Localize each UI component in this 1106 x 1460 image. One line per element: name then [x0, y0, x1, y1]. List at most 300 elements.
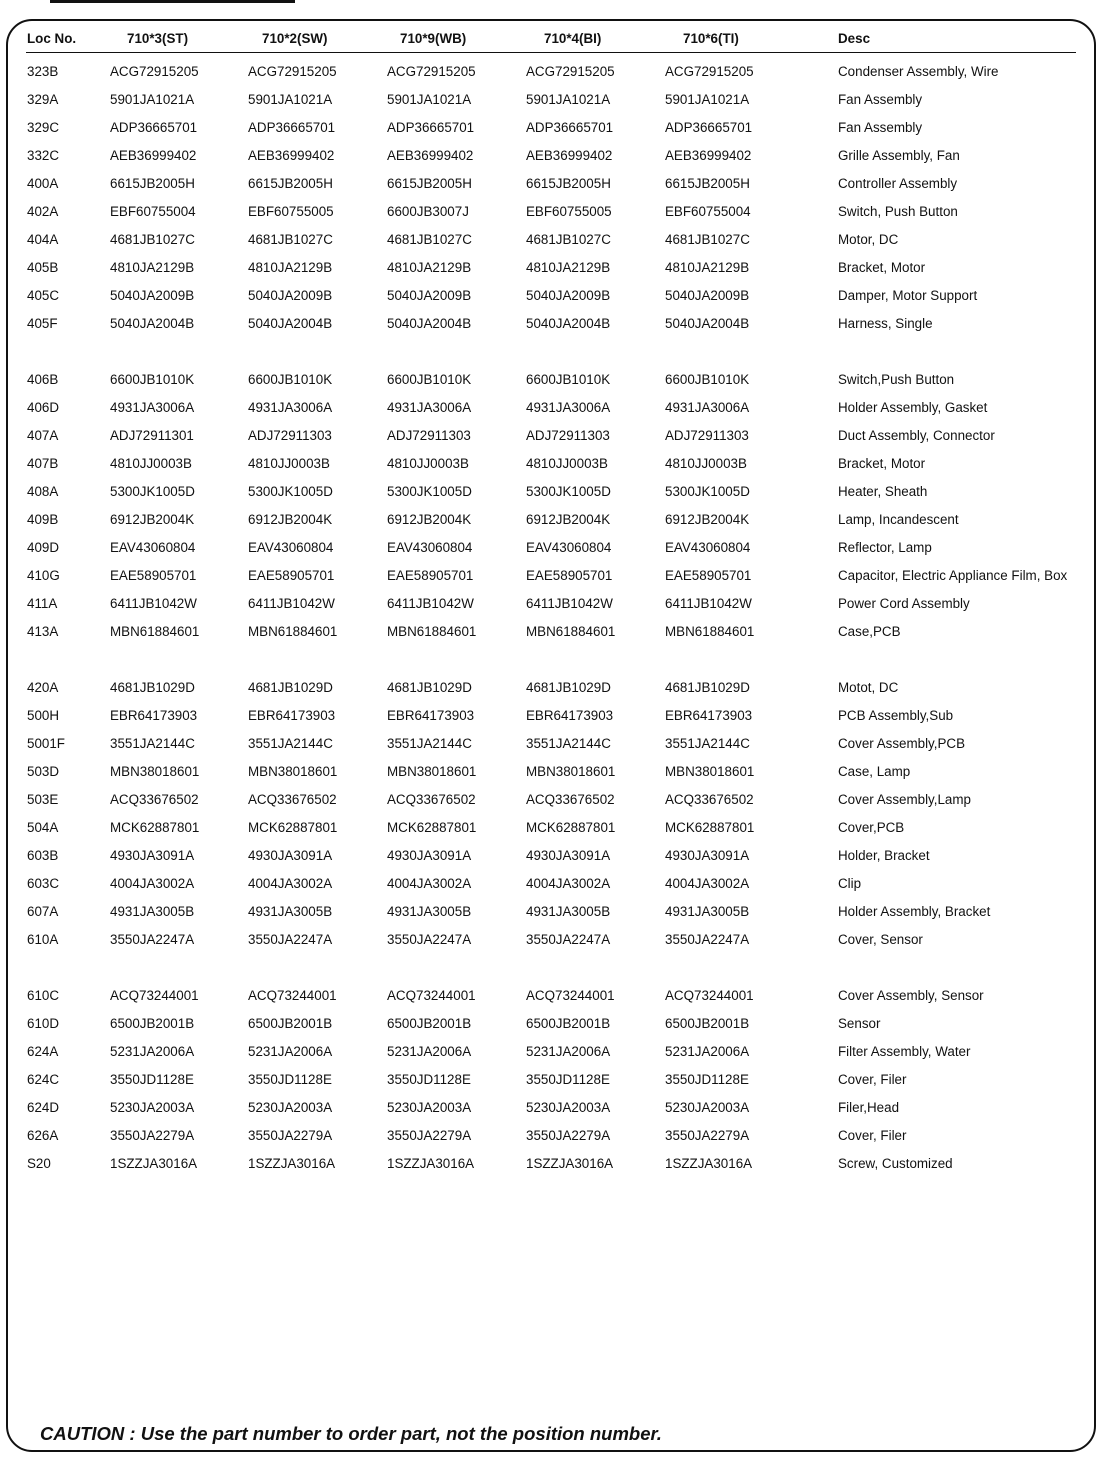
cell-model-wb: 5300JK1005D	[387, 484, 472, 499]
table-row	[0, 623, 1106, 643]
cell-model-wb: 1SZZJA3016A	[387, 1156, 475, 1171]
table-row	[0, 287, 1106, 307]
table-row	[0, 399, 1106, 419]
table-row	[0, 735, 1106, 755]
cell-loc-no: 323B	[27, 64, 59, 79]
cell-model-wb: 5231JA2006A	[387, 1044, 472, 1059]
cell-model-ti: 3550JA2279A	[665, 1128, 750, 1143]
cell-desc: Motot, DC	[838, 680, 899, 695]
cell-model-st: 4810JA2129B	[110, 260, 195, 275]
cell-loc-no: 624C	[27, 1072, 60, 1087]
cell-loc-no: 407B	[27, 456, 59, 471]
cell-model-st: 4930JA3091A	[110, 848, 195, 863]
header-desc: Desc	[838, 31, 871, 46]
cell-loc-no: 409B	[27, 512, 59, 527]
cell-model-ti: 3550JD1128E	[665, 1072, 749, 1087]
cell-desc: Screw, Customized	[838, 1156, 953, 1171]
cell-loc-no: 503E	[27, 792, 59, 807]
cell-loc-no: 504A	[27, 820, 59, 835]
cell-model-wb: 4681JB1029D	[387, 680, 472, 695]
cell-loc-no: 624A	[27, 1044, 59, 1059]
cell-desc: Damper, Motor Support	[838, 288, 978, 303]
cell-loc-no: 405C	[27, 288, 60, 303]
header-model-ti: 710*6(TI)	[683, 31, 739, 46]
cell-model-wb: 5040JA2004B	[387, 316, 472, 331]
cell-model-bi: ADP36665701	[526, 120, 614, 135]
cell-model-wb: ACQ33676502	[387, 792, 476, 807]
cell-loc-no: 406B	[27, 372, 59, 387]
cell-model-ti: 6912JB2004K	[665, 512, 750, 527]
cell-loc-no: 420A	[27, 680, 59, 695]
cell-model-bi: 5231JA2006A	[526, 1044, 611, 1059]
cell-desc: Bracket, Motor	[838, 260, 926, 275]
cell-model-sw: 4681JB1027C	[248, 232, 333, 247]
cell-model-ti: MBN38018601	[665, 764, 755, 779]
cell-model-ti: AEB36999402	[665, 148, 752, 163]
cell-model-bi: 5901JA1021A	[526, 92, 611, 107]
cell-model-wb: EAE58905701	[387, 568, 474, 583]
header-model-sw: 710*2(SW)	[262, 31, 328, 46]
cell-model-st: MCK62887801	[110, 820, 200, 835]
table-row	[0, 203, 1106, 223]
cell-model-wb: EBR64173903	[387, 708, 475, 723]
cell-model-ti: 4810JJ0003B	[665, 456, 747, 471]
cell-model-bi: 3551JA2144C	[526, 736, 611, 751]
cell-model-bi: 6615JB2005H	[526, 176, 611, 191]
cell-model-bi: 3550JA2247A	[526, 932, 611, 947]
cell-model-bi: 3550JD1128E	[526, 1072, 610, 1087]
table-row	[0, 63, 1106, 83]
cell-model-sw: 4810JJ0003B	[248, 456, 330, 471]
cell-loc-no: 610D	[27, 1016, 60, 1031]
cell-model-st: EAE58905701	[110, 568, 197, 583]
cell-desc: Controller Assembly	[838, 176, 958, 191]
cell-desc: Grille Assembly, Fan	[838, 148, 960, 163]
cell-model-bi: 6600JB1010K	[526, 372, 611, 387]
cell-model-sw: 4930JA3091A	[248, 848, 333, 863]
cell-model-wb: 6600JB1010K	[387, 372, 472, 387]
cell-model-sw: MCK62887801	[248, 820, 338, 835]
cell-model-ti: 6600JB1010K	[665, 372, 750, 387]
cell-desc: Cover Assembly,Lamp	[838, 792, 971, 807]
cell-loc-no: 503D	[27, 764, 60, 779]
cell-model-wb: ACG72915205	[387, 64, 476, 79]
cell-model-wb: 6912JB2004K	[387, 512, 472, 527]
cell-model-bi: ACQ73244001	[526, 988, 615, 1003]
cell-model-bi: 4004JA3002A	[526, 876, 611, 891]
table-row	[0, 511, 1106, 531]
table-row	[0, 707, 1106, 727]
cell-model-bi: 5040JA2004B	[526, 316, 611, 331]
cell-model-sw: 4810JA2129B	[248, 260, 333, 275]
cell-desc: Cover Assembly, Sensor	[838, 988, 984, 1003]
cell-model-st: 1SZZJA3016A	[110, 1156, 198, 1171]
cell-model-wb: 6615JB2005H	[387, 176, 472, 191]
cell-model-st: 6411JB1042W	[110, 596, 197, 611]
cell-model-ti: 4930JA3091A	[665, 848, 750, 863]
cell-model-ti: 6411JB1042W	[665, 596, 752, 611]
cell-model-ti: ADP36665701	[665, 120, 753, 135]
cell-model-sw: EBF60755005	[248, 204, 334, 219]
cell-desc: Case,PCB	[838, 624, 901, 639]
cell-model-ti: 4810JA2129B	[665, 260, 750, 275]
cell-loc-no: 400A	[27, 176, 59, 191]
cell-model-wb: 3550JD1128E	[387, 1072, 471, 1087]
cell-desc: Cover,PCB	[838, 820, 905, 835]
cell-model-bi: EAE58905701	[526, 568, 613, 583]
cell-model-st: 3550JA2279A	[110, 1128, 195, 1143]
cell-model-bi: EAV43060804	[526, 540, 612, 555]
cell-model-st: 4681JB1027C	[110, 232, 195, 247]
table-row	[0, 427, 1106, 447]
cell-model-bi: 6411JB1042W	[526, 596, 613, 611]
cell-desc: Holder Assembly, Bracket	[838, 904, 991, 919]
cell-desc: Holder Assembly, Gasket	[838, 400, 988, 415]
cell-model-wb: 5040JA2009B	[387, 288, 472, 303]
cell-desc: Filter Assembly, Water	[838, 1044, 971, 1059]
cell-desc: Fan Assembly	[838, 120, 923, 135]
cell-model-st: 6600JB1010K	[110, 372, 195, 387]
cell-loc-no: 610C	[27, 988, 60, 1003]
cell-model-sw: MBN61884601	[248, 624, 338, 639]
cell-model-st: 4810JJ0003B	[110, 456, 192, 471]
header-loc-no: Loc No.	[27, 31, 77, 46]
header-model-wb: 710*9(WB)	[400, 31, 467, 46]
cell-model-bi: 5300JK1005D	[526, 484, 611, 499]
cell-model-wb: 4810JA2129B	[387, 260, 472, 275]
table-row	[0, 483, 1106, 503]
cell-model-sw: 3550JA2247A	[248, 932, 333, 947]
cell-model-bi: AEB36999402	[526, 148, 613, 163]
cell-model-bi: 6912JB2004K	[526, 512, 611, 527]
cell-model-ti: EAV43060804	[665, 540, 751, 555]
table-row	[0, 539, 1106, 559]
table-row	[0, 1155, 1106, 1175]
cell-model-bi: 3550JA2279A	[526, 1128, 611, 1143]
cell-model-st: 4931JA3006A	[110, 400, 195, 415]
cell-desc: Motor, DC	[838, 232, 899, 247]
table-row	[0, 1043, 1106, 1063]
cell-model-sw: 6500JB2001B	[248, 1016, 333, 1031]
cell-model-ti: ACQ73244001	[665, 988, 754, 1003]
table-row	[0, 763, 1106, 783]
cell-model-wb: MBN61884601	[387, 624, 477, 639]
table-row	[0, 1015, 1106, 1035]
cell-model-bi: EBR64173903	[526, 708, 614, 723]
table-row	[0, 315, 1106, 335]
cell-model-sw: EAE58905701	[248, 568, 335, 583]
cell-model-bi: 4681JB1027C	[526, 232, 611, 247]
cell-model-bi: MCK62887801	[526, 820, 616, 835]
cell-model-sw: 5231JA2006A	[248, 1044, 333, 1059]
cell-model-ti: 1SZZJA3016A	[665, 1156, 753, 1171]
table-row	[0, 91, 1106, 111]
cell-model-ti: 5300JK1005D	[665, 484, 750, 499]
cell-model-wb: 4930JA3091A	[387, 848, 472, 863]
table-row	[0, 595, 1106, 615]
cell-model-bi: ACQ33676502	[526, 792, 615, 807]
cell-desc: Cover, Filer	[838, 1072, 907, 1087]
cell-model-wb: 4931JA3005B	[387, 904, 472, 919]
cell-model-wb: 5230JA2003A	[387, 1100, 472, 1115]
cell-desc: Cover Assembly,PCB	[838, 736, 966, 751]
cell-model-bi: EBF60755005	[526, 204, 612, 219]
cell-model-sw: 3550JD1128E	[248, 1072, 332, 1087]
cell-model-bi: 1SZZJA3016A	[526, 1156, 614, 1171]
cell-model-ti: 4681JB1027C	[665, 232, 750, 247]
caution-note: CAUTION : Use the part number to order part, not the position number.	[40, 1423, 662, 1444]
cell-desc: Switch,Push Button	[838, 372, 955, 387]
cell-desc: Lamp, Incandescent	[838, 512, 959, 527]
cell-model-ti: 6615JB2005H	[665, 176, 750, 191]
cell-model-ti: 4931JA3006A	[665, 400, 750, 415]
cell-model-sw: 1SZZJA3016A	[248, 1156, 336, 1171]
table-row	[0, 1099, 1106, 1119]
cell-loc-no: 402A	[27, 204, 59, 219]
cell-model-bi: ACG72915205	[526, 64, 615, 79]
cell-model-sw: 6600JB1010K	[248, 372, 333, 387]
cell-desc: PCB Assembly,Sub	[838, 708, 954, 723]
cell-model-st: 5040JA2004B	[110, 316, 195, 331]
cell-loc-no: 607A	[27, 904, 59, 919]
cell-model-sw: 5040JA2004B	[248, 316, 333, 331]
cell-model-ti: 6500JB2001B	[665, 1016, 750, 1031]
cell-loc-no: 413A	[27, 624, 59, 639]
cell-model-ti: EBF60755004	[665, 204, 751, 219]
cell-model-sw: 5230JA2003A	[248, 1100, 333, 1115]
cell-model-sw: 5901JA1021A	[248, 92, 333, 107]
cell-model-ti: 4931JA3005B	[665, 904, 750, 919]
cell-model-bi: 4681JB1029D	[526, 680, 611, 695]
cell-model-ti: 5040JA2009B	[665, 288, 750, 303]
cell-loc-no: 408A	[27, 484, 59, 499]
cell-model-wb: MBN38018601	[387, 764, 477, 779]
cell-model-ti: ADJ72911303	[665, 428, 749, 443]
cell-model-bi: MBN61884601	[526, 624, 616, 639]
cell-model-st: AEB36999402	[110, 148, 197, 163]
cell-loc-no: 405B	[27, 260, 59, 275]
cell-desc: Fan Assembly	[838, 92, 923, 107]
table-row	[0, 371, 1106, 391]
cell-desc: Heater, Sheath	[838, 484, 928, 499]
table-row	[0, 847, 1106, 867]
table-row	[0, 1127, 1106, 1147]
cell-model-bi: MBN38018601	[526, 764, 616, 779]
cell-loc-no: 603C	[27, 876, 60, 891]
cell-model-ti: 3550JA2247A	[665, 932, 750, 947]
table-row	[0, 791, 1106, 811]
cell-desc: Cover, Sensor	[838, 932, 923, 947]
cell-model-sw: EAV43060804	[248, 540, 334, 555]
cell-loc-no: 411A	[27, 596, 58, 611]
cell-model-sw: MBN38018601	[248, 764, 338, 779]
cell-model-ti: 4681JB1029D	[665, 680, 750, 695]
header-model-bi: 710*4(BI)	[544, 31, 602, 46]
table-row	[0, 259, 1106, 279]
cell-model-st: 3551JA2144C	[110, 736, 195, 751]
cell-model-ti: 5901JA1021A	[665, 92, 750, 107]
cell-model-st: EBR64173903	[110, 708, 198, 723]
cell-model-sw: ACQ33676502	[248, 792, 337, 807]
cell-loc-no: 332C	[27, 148, 60, 163]
cell-model-bi: 4930JA3091A	[526, 848, 611, 863]
cell-model-ti: MCK62887801	[665, 820, 755, 835]
cell-desc: Sensor	[838, 1016, 881, 1031]
cell-desc: Bracket, Motor	[838, 456, 926, 471]
cell-model-bi: 5230JA2003A	[526, 1100, 611, 1115]
cell-model-ti: 5231JA2006A	[665, 1044, 750, 1059]
cell-desc: Clip	[838, 876, 862, 891]
cell-model-ti: 5040JA2004B	[665, 316, 750, 331]
cell-loc-no: 329A	[27, 92, 59, 107]
cell-model-sw: 3551JA2144C	[248, 736, 333, 751]
cell-model-st: 6500JB2001B	[110, 1016, 195, 1031]
header-model-st: 710*3(ST)	[127, 31, 189, 46]
cell-model-sw: ACG72915205	[248, 64, 337, 79]
cell-model-ti: EBR64173903	[665, 708, 753, 723]
cell-model-st: EBF60755004	[110, 204, 196, 219]
cell-model-ti: EAE58905701	[665, 568, 752, 583]
cell-loc-no: 406D	[27, 400, 60, 415]
cell-desc: Power Cord Assembly	[838, 596, 970, 611]
cell-model-ti: 5230JA2003A	[665, 1100, 750, 1115]
cell-model-bi: ADJ72911303	[526, 428, 610, 443]
cell-model-wb: 4681JB1027C	[387, 232, 472, 247]
cell-desc: Filer,Head	[838, 1100, 900, 1115]
table-row	[0, 119, 1106, 139]
cell-model-wb: 3550JA2247A	[387, 932, 472, 947]
cell-loc-no: 626A	[27, 1128, 59, 1143]
cell-model-wb: 4810JJ0003B	[387, 456, 469, 471]
table-row	[0, 231, 1106, 251]
cell-model-ti: 3551JA2144C	[665, 736, 750, 751]
cell-model-wb: 4004JA3002A	[387, 876, 472, 891]
cell-desc: Holder, Bracket	[838, 848, 930, 863]
cell-model-sw: 4931JA3006A	[248, 400, 333, 415]
cell-desc: Case, Lamp	[838, 764, 911, 779]
cell-model-st: ACQ73244001	[110, 988, 199, 1003]
cell-desc: Harness, Single	[838, 316, 933, 331]
cell-desc: Reflector, Lamp	[838, 540, 932, 555]
table-row	[0, 567, 1106, 587]
cell-model-sw: 4004JA3002A	[248, 876, 333, 891]
cell-model-sw: EBR64173903	[248, 708, 336, 723]
cell-model-sw: ADJ72911303	[248, 428, 332, 443]
cell-model-bi: 6500JB2001B	[526, 1016, 611, 1031]
cell-model-sw: ADP36665701	[248, 120, 336, 135]
cell-loc-no: 405F	[27, 316, 58, 331]
cell-model-st: MBN61884601	[110, 624, 200, 639]
cell-model-wb: 6411JB1042W	[387, 596, 474, 611]
cell-model-bi: 4810JJ0003B	[526, 456, 608, 471]
table-row	[0, 875, 1106, 895]
cell-model-sw: 5040JA2009B	[248, 288, 333, 303]
cell-model-bi: 4931JA3005B	[526, 904, 611, 919]
cell-model-st: 5040JA2009B	[110, 288, 195, 303]
cell-loc-no: 410G	[27, 568, 60, 583]
cell-loc-no: 603B	[27, 848, 59, 863]
cell-model-st: 4004JA3002A	[110, 876, 195, 891]
cell-model-sw: 5300JK1005D	[248, 484, 333, 499]
cell-model-wb: AEB36999402	[387, 148, 474, 163]
cell-model-bi: 5040JA2009B	[526, 288, 611, 303]
cell-model-wb: 6500JB2001B	[387, 1016, 472, 1031]
cell-model-sw: 6411JB1042W	[248, 596, 335, 611]
table-row	[0, 175, 1106, 195]
cell-desc: Duct Assembly, Connector	[838, 428, 995, 443]
cell-model-sw: 6615JB2005H	[248, 176, 333, 191]
cell-desc: Capacitor, Electric Appliance Film, Box	[838, 568, 1068, 583]
cell-model-bi: 4931JA3006A	[526, 400, 611, 415]
cell-loc-no: 624D	[27, 1100, 60, 1115]
table-row	[0, 903, 1106, 923]
cell-model-st: ACQ33676502	[110, 792, 199, 807]
cell-model-wb: MCK62887801	[387, 820, 477, 835]
cell-loc-no: 409D	[27, 540, 60, 555]
cell-model-wb: EAV43060804	[387, 540, 473, 555]
table-row	[0, 679, 1106, 699]
cell-model-wb: 4931JA3006A	[387, 400, 472, 415]
cell-model-st: 4681JB1029D	[110, 680, 195, 695]
cell-model-bi: 4810JA2129B	[526, 260, 611, 275]
cell-loc-no: 407A	[27, 428, 59, 443]
cell-model-wb: 6600JB3007J	[387, 204, 469, 219]
cell-desc: Condenser Assembly, Wire	[838, 64, 999, 79]
cell-model-ti: 4004JA3002A	[665, 876, 750, 891]
cell-loc-no: 404A	[27, 232, 59, 247]
table-row	[0, 931, 1106, 951]
cell-desc: Cover, Filer	[838, 1128, 907, 1143]
cell-loc-no: S20	[27, 1156, 51, 1171]
table-row	[0, 987, 1106, 1007]
cell-model-st: 5231JA2006A	[110, 1044, 195, 1059]
cell-model-st: ADP36665701	[110, 120, 198, 135]
cell-loc-no: 500H	[27, 708, 60, 723]
cell-desc: Switch, Push Button	[838, 204, 958, 219]
cell-loc-no: 329C	[27, 120, 60, 135]
cell-model-ti: MBN61884601	[665, 624, 755, 639]
cell-model-st: ADJ72911301	[110, 428, 194, 443]
cell-model-sw: 4681JB1029D	[248, 680, 333, 695]
cell-model-ti: ACG72915205	[665, 64, 754, 79]
cell-model-st: 5901JA1021A	[110, 92, 195, 107]
cell-model-st: 5230JA2003A	[110, 1100, 195, 1115]
cell-model-st: ACG72915205	[110, 64, 199, 79]
cell-model-sw: 4931JA3005B	[248, 904, 333, 919]
cell-model-wb: ADJ72911303	[387, 428, 471, 443]
cell-loc-no: 610A	[27, 932, 59, 947]
cell-model-sw: AEB36999402	[248, 148, 335, 163]
cell-model-st: MBN38018601	[110, 764, 200, 779]
cell-model-st: 3550JD1128E	[110, 1072, 194, 1087]
cell-model-wb: 3550JA2279A	[387, 1128, 472, 1143]
table-row	[0, 1071, 1106, 1091]
cell-model-st: 3550JA2247A	[110, 932, 195, 947]
cell-model-st: 6912JB2004K	[110, 512, 195, 527]
cell-model-wb: 3551JA2144C	[387, 736, 472, 751]
cell-model-st: 6615JB2005H	[110, 176, 195, 191]
cell-model-sw: 3550JA2279A	[248, 1128, 333, 1143]
cell-model-st: EAV43060804	[110, 540, 196, 555]
cell-model-st: 5300JK1005D	[110, 484, 195, 499]
table-row	[0, 455, 1106, 475]
cell-model-st: 4931JA3005B	[110, 904, 195, 919]
cell-model-sw: 6912JB2004K	[248, 512, 333, 527]
table-row	[0, 147, 1106, 167]
cell-model-wb: ADP36665701	[387, 120, 475, 135]
cell-model-wb: 5901JA1021A	[387, 92, 472, 107]
cell-model-ti: ACQ33676502	[665, 792, 754, 807]
